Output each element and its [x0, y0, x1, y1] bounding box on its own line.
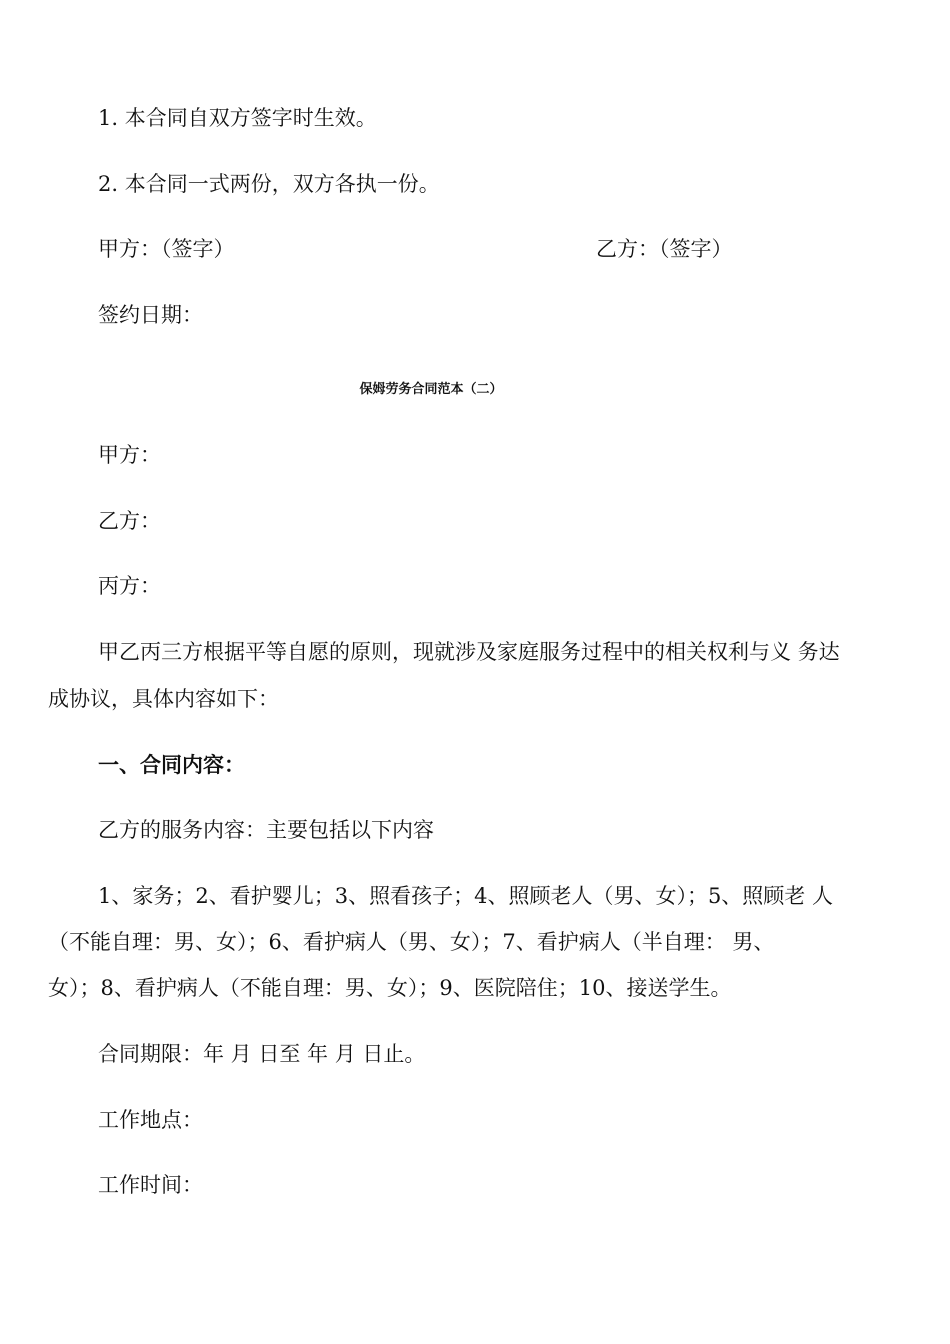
contract-term: 合同期限：年 月 日至 年 月 日止。	[98, 1042, 426, 1066]
intro-paragraph-line-2: 成协议，具体内容如下：	[48, 687, 279, 711]
work-location: 工作地点：	[98, 1108, 203, 1132]
contract-title: 保姆劳务合同范本（二）	[359, 382, 503, 397]
party-c-label: 丙方：	[98, 574, 161, 598]
section-heading: 一、合同内容：	[98, 753, 245, 777]
services-list-line-2: （不能自理：男、女）；6、看护病人（男、女）；7、看护病人（半自理： 男、	[48, 930, 775, 954]
services-list-line-1: 1、家务；2、看护婴儿；3、照看孩子；4、照顾老人（男、女）；5、照顾老 人	[98, 884, 833, 908]
party-a-label: 甲方：	[98, 443, 161, 467]
intro-paragraph-line-1: 甲乙丙三方根据平等自愿的原则，现就涉及家庭服务过程中的相关权利与义 务达	[98, 640, 840, 664]
party-b-signature: 乙方：（签字）	[596, 237, 733, 261]
services-list-line-3: 女）；8、看护病人（不能自理：男、女）；9、医院陪住；10、接送学生。	[48, 976, 732, 1000]
party-a-signature: 甲方：（签字）	[98, 237, 235, 261]
signing-date: 签约日期：	[98, 303, 203, 327]
service-intro: 乙方的服务内容：主要包括以下内容	[98, 818, 434, 842]
party-b-label: 乙方：	[98, 509, 161, 533]
clause-copies: 2. 本合同一式两份，双方各执一份。	[98, 172, 440, 196]
clause-effective: 1. 本合同自双方签字时生效。	[98, 106, 377, 130]
work-hours: 工作时间：	[98, 1173, 203, 1197]
